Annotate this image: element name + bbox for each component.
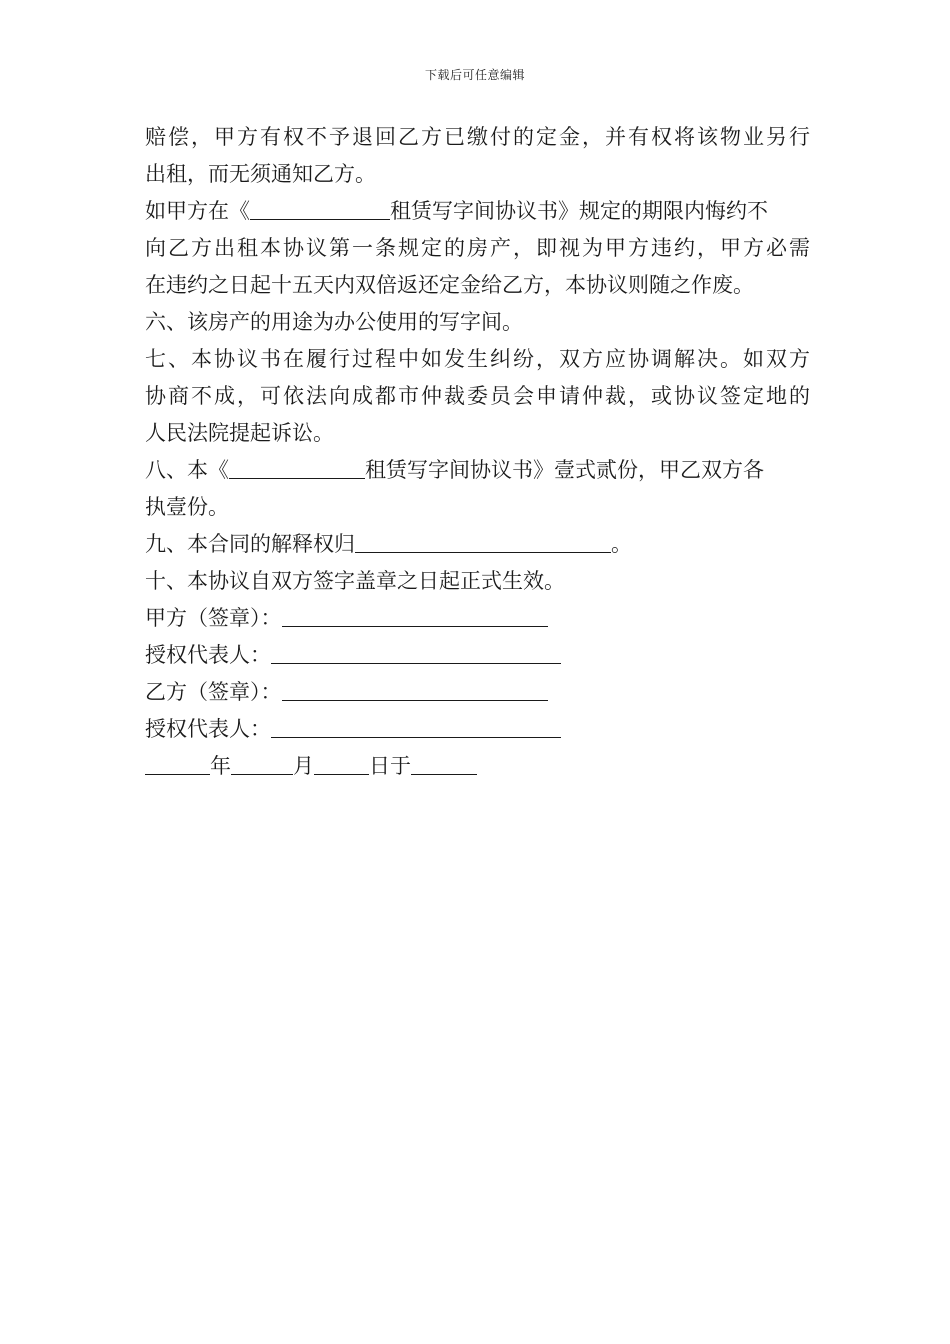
paragraph-line: 出租，而无须通知乙方。: [145, 162, 376, 186]
paragraph-line: 协商不成，可依法向成都市仲裁委员会申请仲裁，或协议签定地的: [145, 384, 810, 408]
paragraph-line: 十、本协议自双方签字盖章之日起正式生效。: [145, 569, 565, 593]
signature-line-party-a: [145, 600, 810, 637]
signature-blank: [271, 641, 561, 664]
paragraph-line: 执壹份。: [145, 495, 229, 519]
signature-label: 甲方（签章）：: [145, 606, 282, 630]
signature-label: 乙方（签章）：: [145, 680, 282, 704]
date-line: [145, 748, 810, 785]
signature-line-rep-b: [145, 711, 810, 748]
paragraph-line: [145, 452, 810, 489]
text-segment: 九、本合同的解释权归: [145, 532, 355, 556]
fill-blank: [250, 197, 390, 220]
signature-label: 授权代表人：: [145, 643, 271, 667]
paragraph-line: 人民法院提起诉讼。: [145, 421, 334, 445]
paragraph-line: 在违约之日起十五天内双倍返还定金给乙方，本协议则随之作废。: [145, 273, 754, 297]
signature-label: 授权代表人：: [145, 717, 271, 741]
text-segment: 租赁写字间协议书》规定的期限内悔约不: [390, 199, 768, 223]
paragraph-line: 向乙方出租本协议第一条规定的房产，即视为甲方违约，甲方必需: [145, 236, 810, 260]
day-blank: [314, 752, 369, 775]
paragraph-line: [145, 193, 810, 230]
signature-line-party-b: [145, 674, 810, 711]
signature-blank: [282, 678, 548, 701]
date-label-day: 日于: [369, 754, 411, 778]
paragraph-line: [145, 526, 810, 563]
paragraph-line: 六、该房产的用途为办公使用的写字间。: [145, 310, 523, 334]
text-segment: 八、本《: [145, 458, 229, 482]
text-segment: 。: [611, 532, 632, 556]
signature-blank: [282, 604, 548, 627]
signature-blank: [271, 715, 561, 738]
place-blank: [411, 752, 477, 775]
fill-blank: [355, 530, 611, 553]
page-header: 下载后可任意编辑: [424, 68, 525, 82]
paragraph-line: 七、本协议书在履行过程中如发生纠纷，双方应协调解决。如双方: [145, 347, 810, 371]
fill-blank: [229, 456, 365, 479]
month-blank: [231, 752, 293, 775]
text-segment: 如甲方在《: [145, 199, 250, 223]
date-label-month: 月: [293, 754, 314, 778]
signature-line-rep-a: [145, 637, 810, 674]
year-blank: [145, 752, 210, 775]
text-segment: 租赁写字间协议书》壹式贰份，甲乙双方各: [365, 458, 764, 482]
document-body: [145, 119, 810, 785]
date-label-year: 年: [210, 754, 231, 778]
paragraph-line: 赔偿，甲方有权不予退回乙方已缴付的定金，并有权将该物业另行: [145, 125, 810, 149]
